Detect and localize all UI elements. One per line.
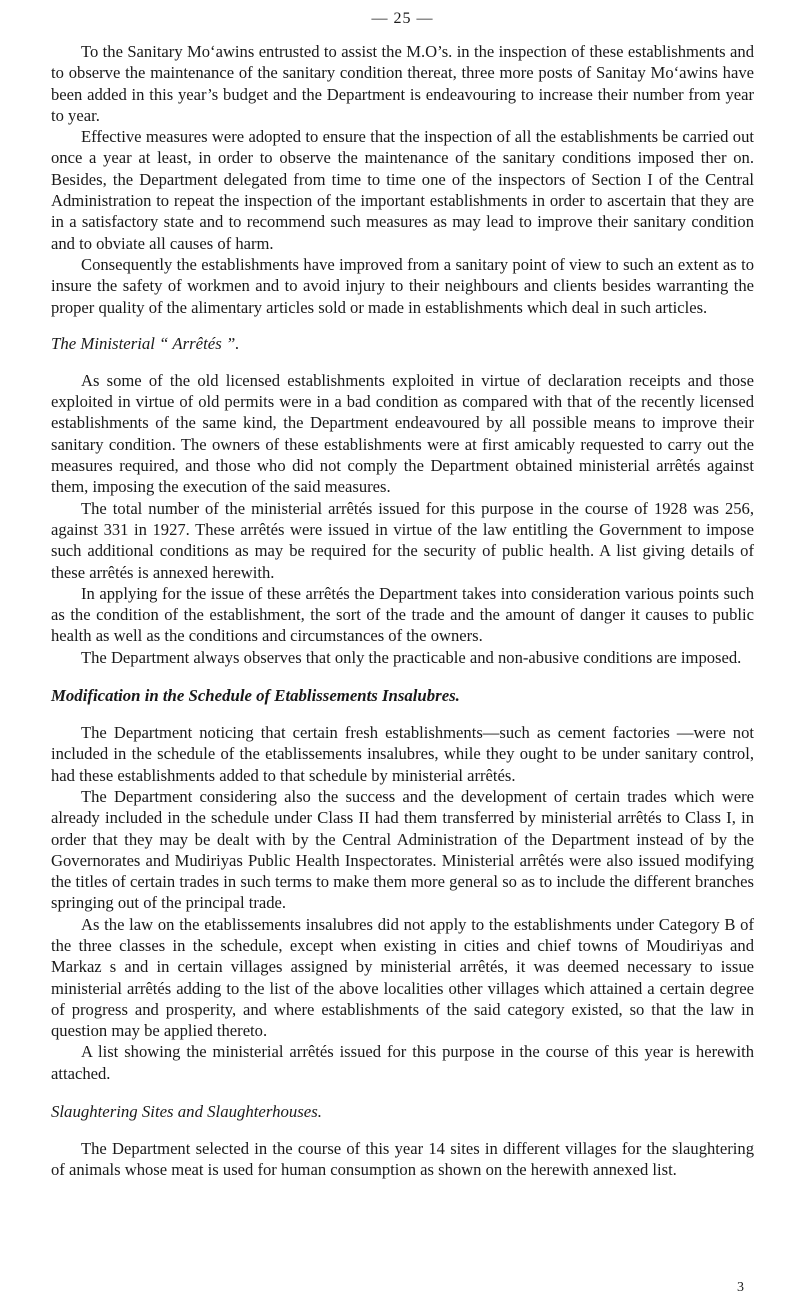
paragraph: A list showing the ministerial arrêtés issued for this purpose in the course of this year is herewith attached. — [51, 1042, 754, 1083]
paragraph: Effective measures were adopted to ensure that the inspection of all the establishments be carried out once a year at least, in order to observe the maintenance of the sanitary conditions imposed ther on. Besides, the Department delegated from time to time one of the inspectors of Section I of the Central Administration to repeat the inspection of the important establishments in order to ascertain that they are in a satisfactory state and to recommend such measures as may lead to improve their sanitary condition and to obviate all causes of harm. — [51, 127, 754, 253]
intro-block — [51, 41, 754, 318]
paragraph: To the Sanitary Mo‘awins entrusted to assist the M.O’s. in the inspection of these establishments and to observe the maintenance of the sanitary condition thereat, three more posts of Sanitay Mo‘awins have been added in this year’s budget and the Department is endeavouring to increase their number from year to year. — [51, 42, 754, 125]
section-heading: The Ministerial “ Arrêtés ”. — [51, 333, 240, 353]
signature-mark: 3 — [737, 1280, 744, 1295]
section-body — [51, 370, 754, 668]
paragraph: The Department always observes that only the practicable and non-abusive conditions are imposed. — [81, 647, 742, 667]
paragraph: The Department considering also the success and the development of certain trades which were already included in the schedule under Class II had them transferred by ministerial arrêtés to Class I, in order that they may be dealt with by the Central Administration of the Department instead of by the Governorates and Mudiriyas Public Health Inspectorates. Ministerial arrêtés were also issued modifying the titles of certain trades in such terms to make them more general so as to include the different branches springing out of the principal trade. — [51, 786, 754, 913]
page-number: — 25 — — [371, 10, 434, 27]
section-body — [51, 722, 754, 1084]
section-body — [51, 1138, 754, 1181]
section-heading: Slaughtering Sites and Slaughterhouses. — [51, 1102, 322, 1122]
paragraph: As some of the old licensed establishments exploited in virtue of declaration receipts and those exploited in virtue of old permits were in a bad condition as compared with that of the recently licensed establishments of the same kind, the Department endeavoured by all possible means to improve their sanitary condition. The owners of these establishments were at first amicably requested to carry out the measures required, and those who did not comply the Department obtained ministerial arrêtés against them, imposing the execution of the said measures. — [51, 370, 754, 497]
paragraph: The total number of the ministerial arrêtés issued for this purpose in the course of 1928 was 256, against 331 in 1927. These arrêtés were issued in virtue of the law entitling the Government to impose such additional conditions as may be required for the security of public health. A list giving details of these arrêtés is annexed herewith. — [51, 498, 754, 582]
paragraph: Consequently the establishments have improved from a sanitary point of view to such an extent as to insure the safety of workmen and to avoid injury to their neighbours and clients besides warranting the proper quality of the alimentary articles sold or made in establishments which deal in such articles. — [51, 254, 754, 317]
paragraph: The Department noticing that certain fresh establishments—such as cement factories —were not included in the schedule of the etablissements insalubres, while they ought to be under sanitary control, had these establishments added to that schedule by ministerial arrêtés. — [51, 723, 754, 785]
section-heading: Modification in the Schedule of Etablissements Insalubres. — [51, 686, 460, 706]
paragraph: The Department selected in the course of this year 14 sites in different villages for the slaughtering of animals whose meat is used for human consumption as shown on the herewith annexed list. — [51, 1139, 754, 1180]
paragraph: As the law on the etablissements insalubres did not apply to the establishments under Category B of the three classes in the schedule, except when existing in cities and chief towns of Moudiriyas and Markaz s and in certain villages assigned by ministerial arrêtés, it was deemed necessary to issue ministerial arrêtés adding to the list of the above localities other villages which attained a certain degree of progress and prosperity, and where establishments of the said category existed, so that the law in question may be applied thereto. — [51, 914, 754, 1041]
paragraph: In applying for the issue of these arrêtés the Department takes into consideration various points such as the condition of the establishment, the sort of the trade and the amount of danger it causes to public health as well as the conditions and circumstances of the owners. — [51, 583, 754, 646]
